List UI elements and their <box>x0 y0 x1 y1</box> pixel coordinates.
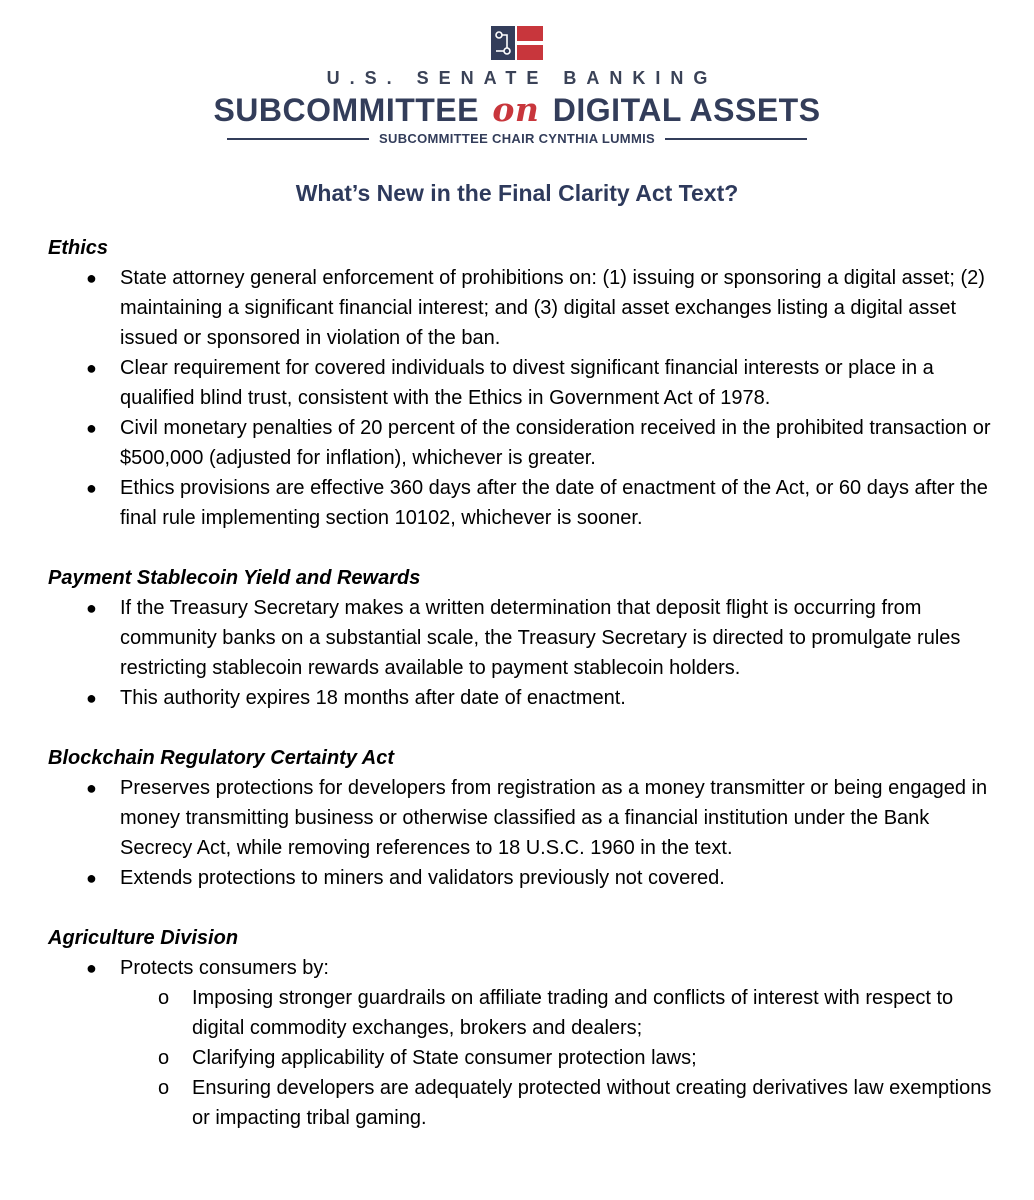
section-heading: Blockchain Regulatory Certainty Act <box>48 747 395 769</box>
list-item: ● Civil monetary penalties of 20 percent of the consideration received in the prohibited transaction or $500,000 (adjusted for inflation), whichever is greater. <box>48 413 998 473</box>
section-stablecoin-yield <box>48 563 998 713</box>
bullet-icon: ● <box>86 268 97 288</box>
bullet-icon: ● <box>86 358 97 378</box>
letterhead <box>0 26 1034 146</box>
right-rule <box>665 138 807 140</box>
section-heading: Payment Stablecoin Yield and Rewards <box>48 567 421 589</box>
circle-bullet-icon: o <box>158 987 170 1009</box>
org-title <box>0 91 1034 129</box>
bullet-icon: ● <box>86 598 97 618</box>
list-item: ● This authority expires 18 months after date of enactment. <box>48 683 998 713</box>
sub-list-item: o Clarifying applicability of State consumer protection laws; <box>120 1043 998 1073</box>
bullet-icon: ● <box>86 868 97 888</box>
bullet-icon: ● <box>86 778 97 798</box>
org-title-left: SUBCOMMITTEE <box>213 92 479 128</box>
chair-name: SUBCOMMITTEE CHAIR CYNTHIA LUMMIS <box>379 131 655 146</box>
circle-bullet-icon: o <box>158 1077 170 1099</box>
list-item: ● If the Treasury Secretary makes a written determination that deposit flight is occurring from community banks on a substantial scale, the Treasury Secretary is directed to promulgate rules restricting stablecoin rewards available to payment stablecoin holders. <box>48 593 998 683</box>
bullet-icon: ● <box>86 688 97 708</box>
list-item: ● Clear requirement for covered individuals to divest significant financial interests or place in a qualified blind trust, consistent with the Ethics in Government Act of 1978. <box>48 353 998 413</box>
bullet-icon: ● <box>86 478 97 498</box>
bullet-icon: ● <box>86 958 97 978</box>
bullet-list <box>48 263 998 533</box>
list-item: ● Protects consumers by: o Imposing stronger guardrails on affiliate trading and conflicts of interest with respect to digital commodity exchanges, brokers and dealers; o Clarifying applicability of State consumer protection laws; o Ensuring developers are adequately protected without creating derivatives law exemptions or impacting tribal gaming. <box>48 953 998 1133</box>
section-heading: Agriculture Division <box>48 927 239 949</box>
sub-bullet-list <box>120 983 998 1133</box>
document-title: What’s New in the Final Clarity Act Text? <box>295 180 739 206</box>
bullet-list <box>48 953 998 1133</box>
list-item: ● State attorney general enforcement of prohibitions on: (1) issuing or sponsoring a digital asset; (2) maintaining a significant financial interest; and (3) digital asset exchanges listing a digital asset issued or sponsored in violation of the ban. <box>48 263 998 353</box>
flag-circuit-icon <box>491 26 543 60</box>
circle-bullet-icon: o <box>158 1047 170 1069</box>
bullet-list <box>48 593 998 713</box>
section-heading: Ethics <box>48 237 109 259</box>
sub-list-item: o Imposing stronger guardrails on affiliate trading and conflicts of interest with respect to digital commodity exchanges, brokers and dealers; <box>120 983 998 1043</box>
org-line: U.S. SENATE BANKING <box>326 68 718 88</box>
sub-list-item: o Ensuring developers are adequately protected without creating derivatives law exemptions or impacting tribal gaming. <box>120 1073 998 1133</box>
list-item: ● Preserves protections for developers from registration as a money transmitter or being engaged in money transmitting business or otherwise classified as a financial institution under the Bank Secrecy Act, while removing references to 18 U.S.C. 1960 in the text. <box>48 773 998 863</box>
section-blockchain-regulatory <box>48 743 998 893</box>
bullet-icon: ● <box>86 418 97 438</box>
org-title-right: DIGITAL ASSETS <box>552 92 821 128</box>
section-ethics <box>48 233 998 533</box>
section-agriculture <box>48 923 998 1133</box>
bullet-list <box>48 773 998 893</box>
document-body <box>48 233 998 1163</box>
org-title-on: on <box>492 90 540 129</box>
list-item: ● Ethics provisions are effective 360 days after the date of enactment of the Act, or 60 days after the final rule implementing section 10102, whichever is sooner. <box>48 473 998 533</box>
left-rule <box>227 138 369 140</box>
list-item: ● Extends protections to miners and validators previously not covered. <box>48 863 998 893</box>
chair-row <box>0 131 1034 146</box>
